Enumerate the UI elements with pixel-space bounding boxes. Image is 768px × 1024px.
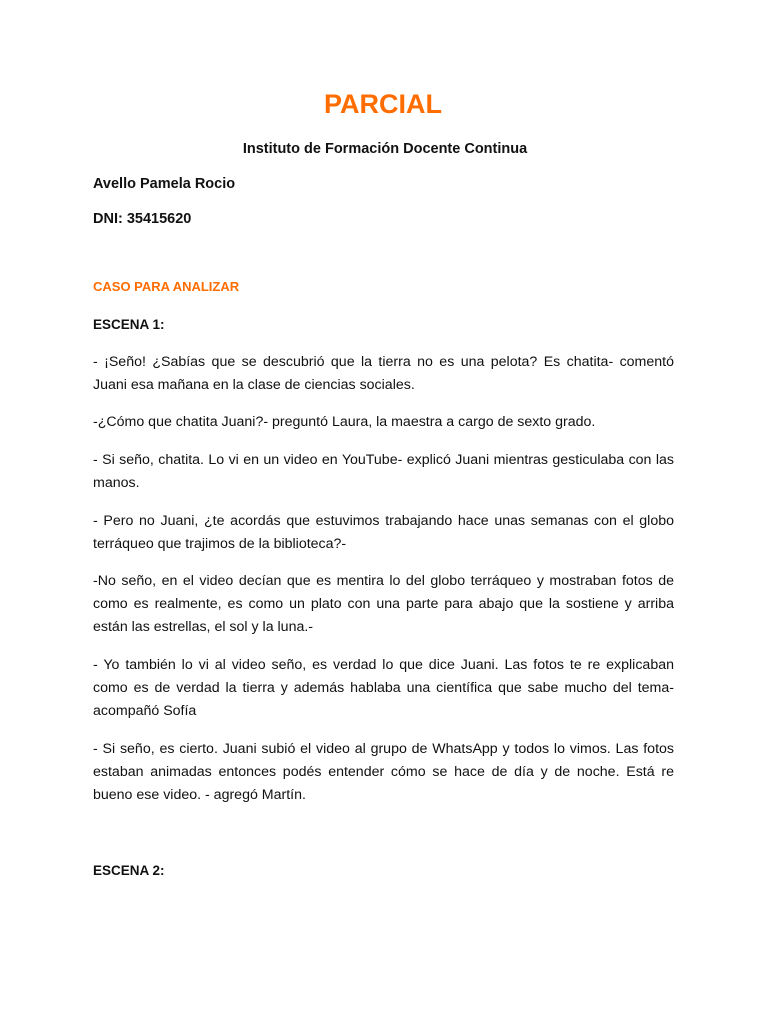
scene-2-heading: ESCENA 2: <box>93 863 165 878</box>
student-name: Avello Pamela Rocio <box>93 176 236 192</box>
dialogue-paragraph-2: -¿Cómo que chatita Juani?- preguntó Laura, la maestra a cargo de sexto grado. <box>93 414 596 430</box>
document-title: PARCIAL <box>324 89 442 119</box>
dialogue-paragraph-4: - Pero no Juani, ¿te acordás que estuvimos trabajando hace unas semanas con el globo terráqueo que trajimos de la biblioteca?- <box>93 513 674 552</box>
dialogue-paragraph-5: -No seño, en el video decían que es mentira lo del globo terráqueo y mostraban fotos de como es realmente, es como un plato con una parte para abajo que la sostiene y arriba están las estrellas, el sol y la luna.- <box>93 573 674 635</box>
dialogue-paragraph-1: - ¡Seño! ¿Sabías que se descubrió que la tierra no es una pelota? Es chatita- comentó Juani esa mañana en la clase de ciencias sociales. <box>93 354 674 393</box>
dialogue-paragraph-7: - Si seño, es cierto. Juani subió el video al grupo de WhatsApp y todos lo vimos. Las fotos estaban animadas entonces podés entender cómo se hace de día y de noche. Está re bueno ese video. - agregó Martín. <box>93 741 674 803</box>
dialogue-paragraph-6: - Yo también lo vi al video seño, es verdad lo que dice Juani. Las fotos te re explicaban como es de verdad la tierra y además hablaba una científica que sabe mucho del tema- acompañó Sofía <box>93 657 674 719</box>
section-heading-case: CASO PARA ANALIZAR <box>93 279 240 294</box>
institution-name: Instituto de Formación Docente Continua <box>242 141 528 157</box>
dialogue-paragraph-3: - Si seño, chatita. Lo vi en un video en YouTube- explicó Juani mientras gesticulaba con las manos. <box>93 452 674 491</box>
scene-1-heading: ESCENA 1: <box>93 317 165 332</box>
student-dni: DNI: 35415620 <box>93 211 192 227</box>
